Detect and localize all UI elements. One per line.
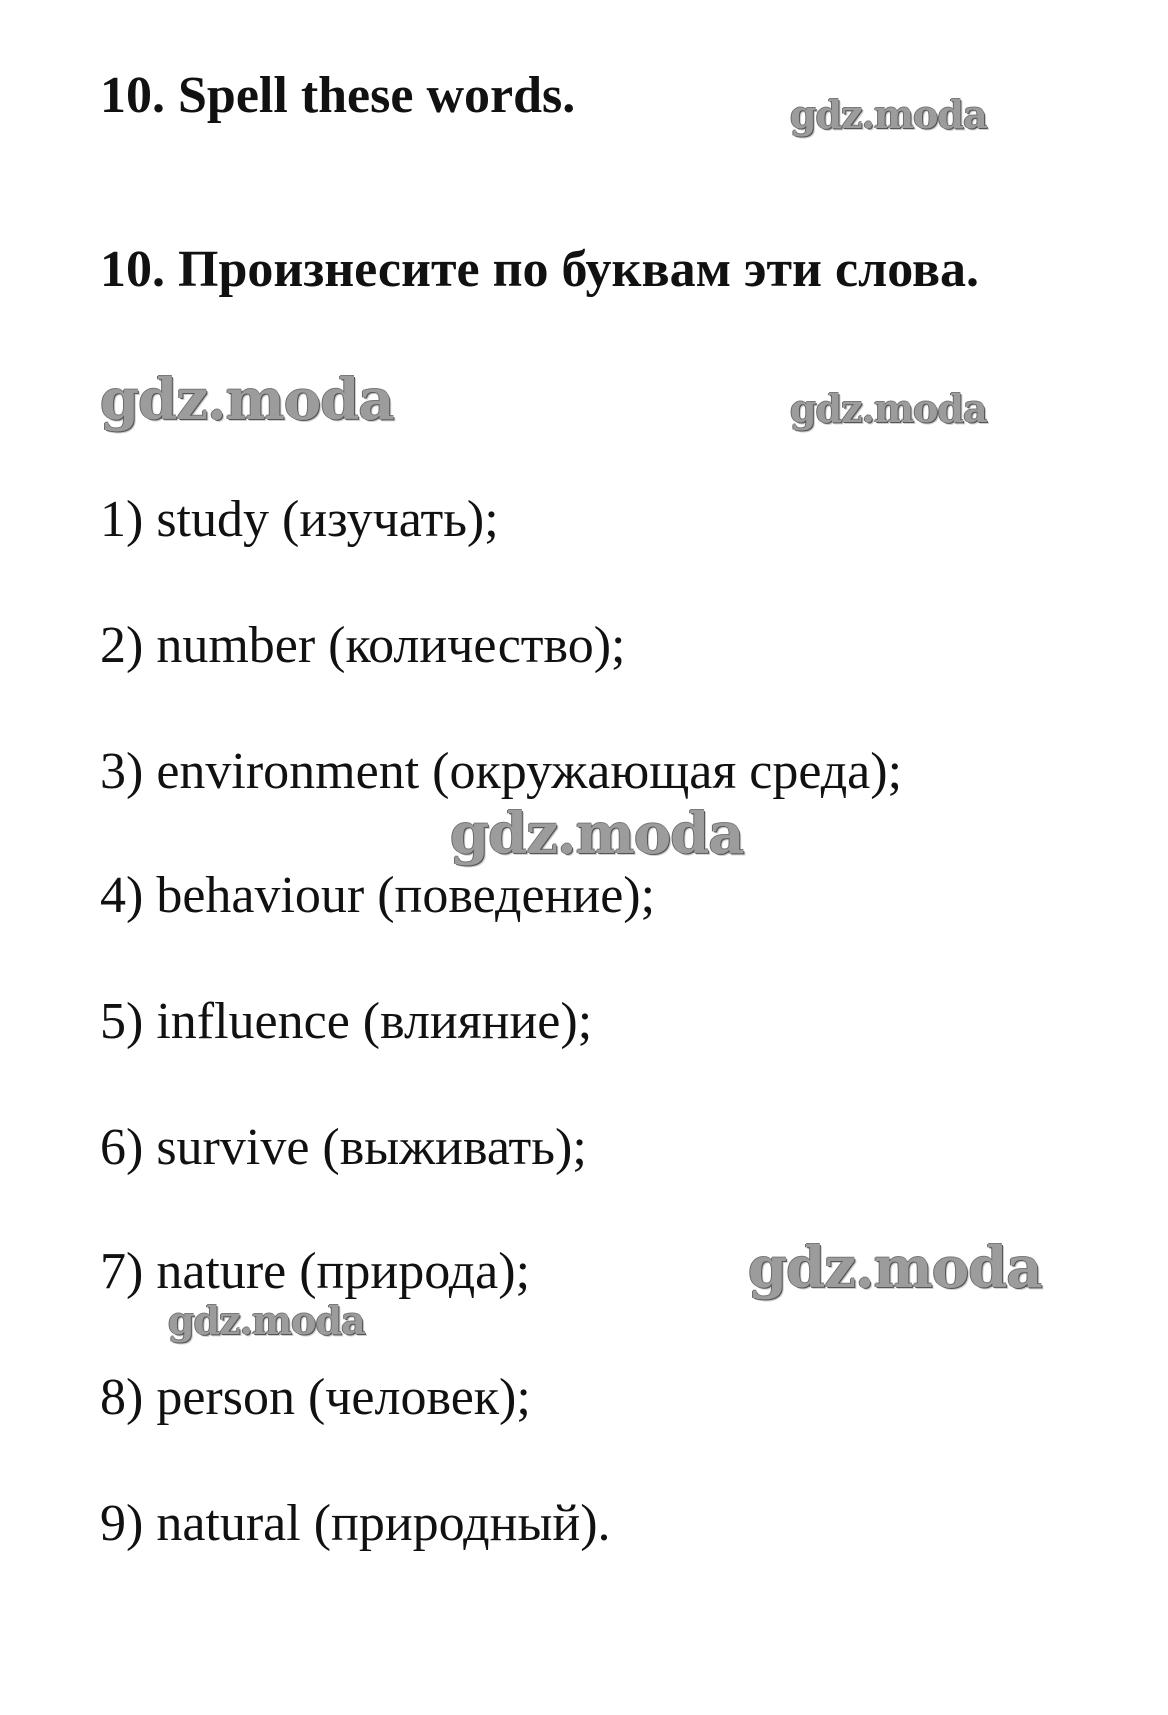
list-item: 9) natural (природный). bbox=[100, 1495, 611, 1552]
list-item: 4) behaviour (поведение); bbox=[100, 867, 656, 924]
list-item: 8) person (человек); bbox=[100, 1369, 531, 1426]
watermark: gdz.moda bbox=[790, 386, 987, 431]
watermark: gdz.moda bbox=[450, 801, 744, 867]
watermark: gdz.moda bbox=[790, 92, 987, 137]
list-item: 5) influence (влияние); bbox=[100, 993, 593, 1050]
list-item: 1) study (изучать); bbox=[100, 491, 499, 548]
list-item: 2) number (количество); bbox=[100, 617, 626, 674]
list-item: 7) nature (природа); bbox=[100, 1243, 531, 1300]
list-item: 3) environment (окружающая среда); bbox=[100, 743, 903, 800]
exercise-title-russian: 10. Произнесите по буквам эти слова. bbox=[100, 241, 980, 298]
list-item: 6) survive (выживать); bbox=[100, 1119, 587, 1176]
exercise-title-english: 10. Spell these words. bbox=[100, 67, 576, 124]
watermark: gdz.moda bbox=[100, 367, 394, 433]
watermark: gdz.moda bbox=[748, 1235, 1042, 1301]
watermark: gdz.moda bbox=[168, 1298, 365, 1343]
